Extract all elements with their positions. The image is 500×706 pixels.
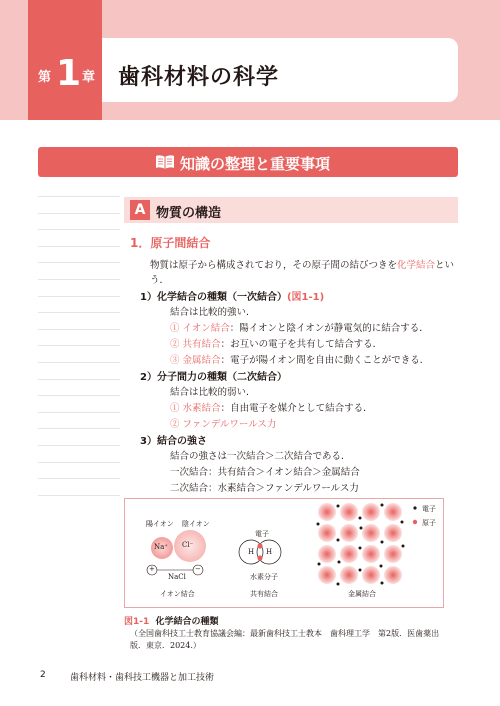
primary-item-3: ③ 金属結合：電子が陽イオン間を自由に動くことができる．	[170, 355, 430, 366]
book-icon	[155, 154, 175, 170]
figure-source: （全国歯科技工士教育協議会編：最新歯科技工士教本 歯科理工学 第2版．医歯薬出版．東京．2024.）	[130, 629, 440, 650]
chloride-label: Cl⁻	[182, 541, 194, 549]
anion-label: 陰イオン	[182, 520, 210, 528]
nacl-label: NaCl	[168, 573, 186, 581]
secondary-item-1: ① 水素結合：自由電子を媒介として結合する．	[170, 403, 373, 414]
strength-line-3: 二次結合：水素結合＞ファンデルワールス力	[170, 483, 359, 494]
legend-electron-dot	[413, 506, 416, 509]
metal-ion-grid	[318, 503, 402, 584]
intro-line-2: う．	[150, 275, 170, 286]
shared-electron-2	[257, 555, 262, 560]
metal-legend-marks	[410, 503, 422, 533]
minus-sign: −	[195, 565, 201, 573]
electron-label: 電子	[255, 530, 269, 538]
primary-item-1: ① イオン結合：陽イオンと陰イオンが静電気的に結合する．	[170, 323, 429, 334]
cation-label: 陽イオン	[146, 520, 174, 528]
hydrogen-label-1: H	[248, 548, 255, 556]
heading-bond-strength: 3）結合の強さ	[140, 436, 207, 447]
strength-line-1: 結合の強さは一次結合＞二次結合である．	[170, 451, 351, 462]
banner-title: 知識の整理と重要事項	[180, 155, 331, 173]
heading-primary-bonds: 1）化学結合の種類（一次結合）(図1-1)	[140, 292, 325, 303]
chapter-prefix: 第	[38, 70, 52, 85]
strength-line-2: 一次結合：共有結合＞イオン結合＞金属結合	[170, 467, 360, 478]
section-letter: A	[130, 200, 150, 220]
legend-electron-label: 電子	[422, 505, 436, 513]
chapter-number: 1	[56, 53, 82, 94]
figure-caption: 図1-1 化学結合の種類	[124, 617, 219, 627]
primary-item-2: ② 共有結合：お互いの電子を共有して結合する．	[170, 339, 383, 350]
secondary-item-2: ② ファンデルワールス力	[170, 419, 277, 430]
sodium-label: Na⁺	[154, 543, 168, 551]
ionic-caption: イオン結合	[160, 590, 195, 598]
legend-ion-label: 原子	[422, 519, 436, 527]
subsection-title: 1．原子間結合	[130, 236, 211, 250]
running-footer: 歯科材料・歯科技工機器と加工技術	[70, 673, 215, 683]
shared-electron-1	[257, 543, 262, 548]
section-title: 物質の構造	[156, 206, 222, 221]
metallic-caption: 金属結合	[348, 590, 376, 598]
chapter-suffix: 章	[82, 70, 96, 85]
legend-ion-dot	[413, 520, 417, 524]
page-number: 2	[40, 670, 46, 680]
intro-line-1: 物質は原子から構成されており，その原子間の結びつきを化学結合とい	[150, 260, 455, 271]
primary-lead: 結合は比較的強い．	[170, 307, 256, 318]
plus-sign: +	[149, 565, 155, 573]
hydrogen-label-2: H	[266, 548, 273, 556]
chapter-title: 歯科材料の科学	[118, 65, 280, 90]
molecule-label: 水素分子	[250, 573, 278, 581]
heading-secondary-bonds: 2）分子間力の種類（二次結合）	[140, 372, 287, 383]
secondary-lead: 結合は比較的弱い．	[170, 387, 256, 398]
covalent-caption: 共有結合	[250, 590, 278, 598]
metallic-bond-diagram	[312, 500, 412, 586]
covalent-bond-diagram	[232, 538, 292, 568]
note-rules	[38, 196, 120, 511]
